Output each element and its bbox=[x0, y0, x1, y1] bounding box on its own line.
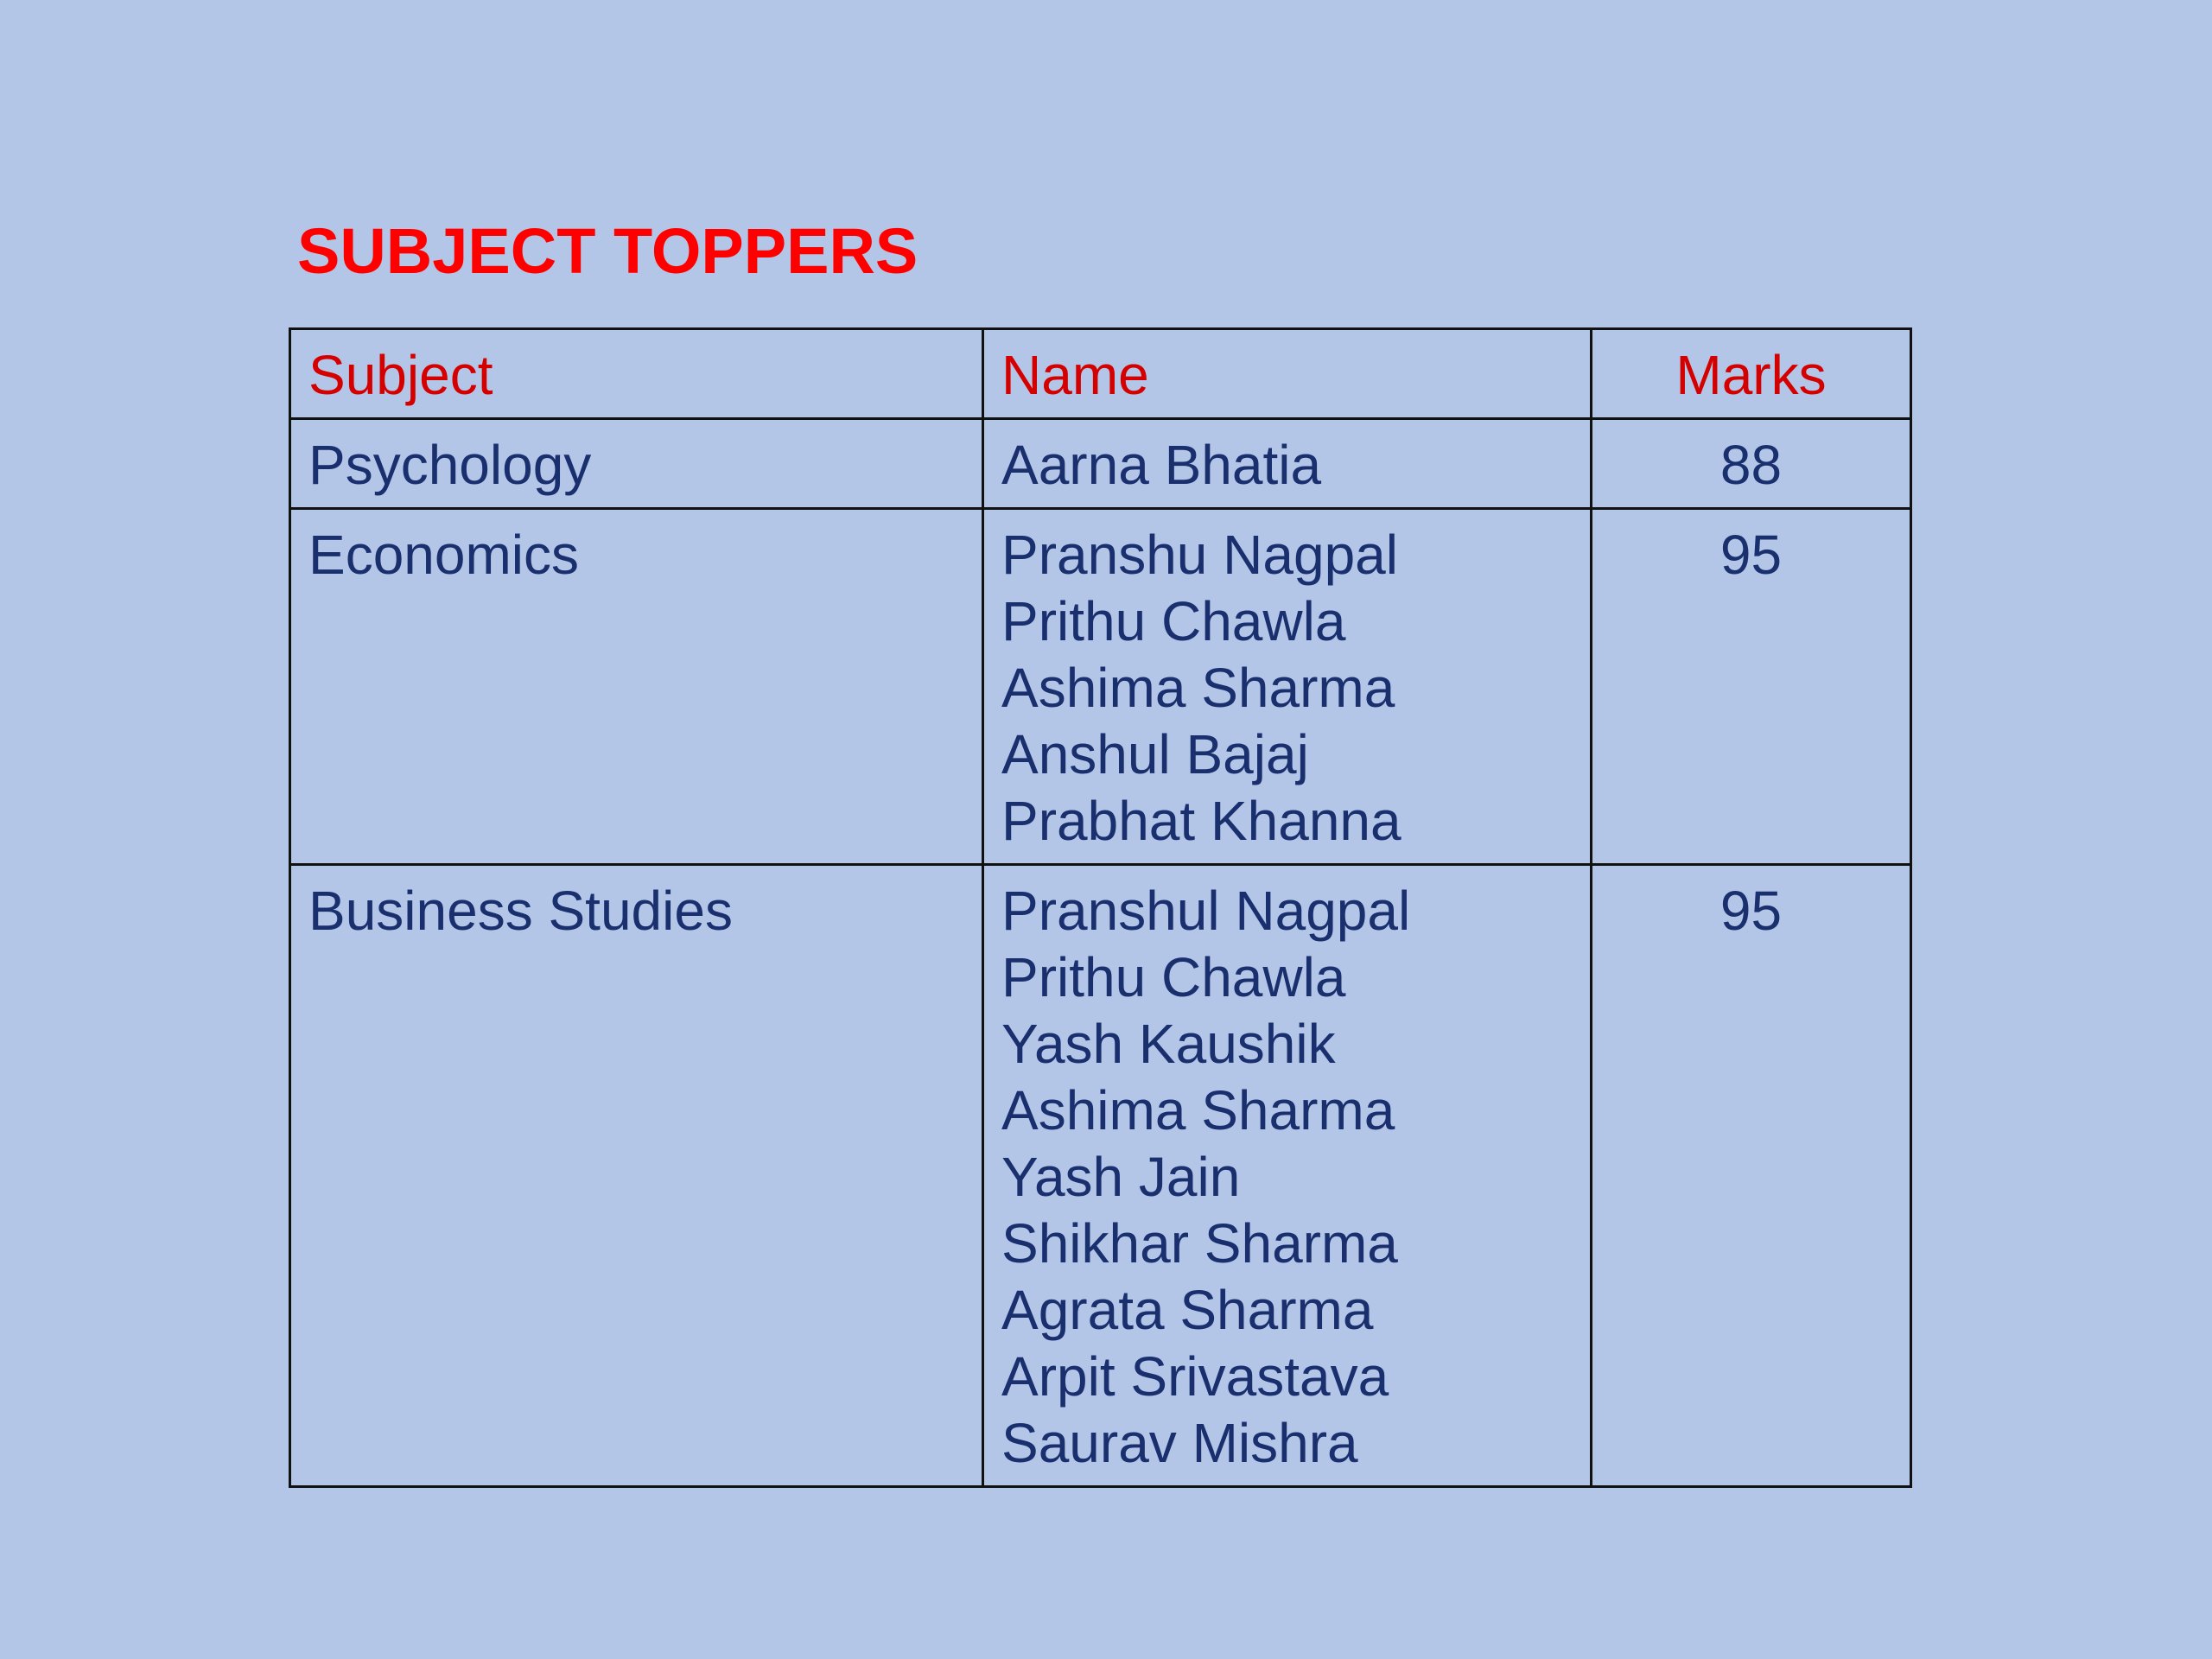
column-header-subject: Subject bbox=[290, 329, 983, 419]
topper-name: Aarna Bhatia bbox=[1001, 434, 1322, 496]
table-header-row bbox=[290, 329, 1911, 419]
subject-cell: Business Studies bbox=[290, 865, 983, 1487]
subject-cell: Economics bbox=[290, 509, 983, 865]
toppers-table bbox=[289, 327, 1912, 1488]
names-cell bbox=[983, 509, 1592, 865]
topper-name: Yash Jain bbox=[1001, 1146, 1241, 1208]
marks-cell: 95 bbox=[1592, 865, 1911, 1487]
column-header-marks: Marks bbox=[1592, 329, 1911, 419]
names-cell bbox=[983, 865, 1592, 1487]
page-title: SUBJECT TOPPERS bbox=[297, 215, 918, 287]
marks-cell: 95 bbox=[1592, 509, 1911, 865]
subject-cell: Psychology bbox=[290, 419, 983, 509]
names-cell bbox=[983, 419, 1592, 509]
topper-name: Prithu Chawla bbox=[1001, 590, 1346, 652]
topper-name: Agrata Sharma bbox=[1001, 1279, 1374, 1341]
topper-name: Pranshul Nagpal bbox=[1001, 880, 1411, 942]
topper-name: Prabhat Khanna bbox=[1001, 790, 1402, 852]
topper-name: Pranshu Nagpal bbox=[1001, 524, 1398, 586]
table-row bbox=[290, 419, 1911, 509]
marks-cell: 88 bbox=[1592, 419, 1911, 509]
topper-name: Ashima Sharma bbox=[1001, 1079, 1395, 1141]
table-row bbox=[290, 865, 1911, 1487]
topper-name: Prithu Chawla bbox=[1001, 946, 1346, 1008]
topper-name: Saurav Mishra bbox=[1001, 1412, 1358, 1474]
table-row bbox=[290, 509, 1911, 865]
column-header-name: Name bbox=[983, 329, 1592, 419]
topper-name: Anshul Bajaj bbox=[1001, 723, 1309, 785]
topper-name: Yash Kaushik bbox=[1001, 1013, 1336, 1075]
topper-name: Arpit Srivastava bbox=[1001, 1345, 1389, 1408]
topper-name: Ashima Sharma bbox=[1001, 657, 1395, 719]
topper-name: Shikhar Sharma bbox=[1001, 1212, 1398, 1274]
